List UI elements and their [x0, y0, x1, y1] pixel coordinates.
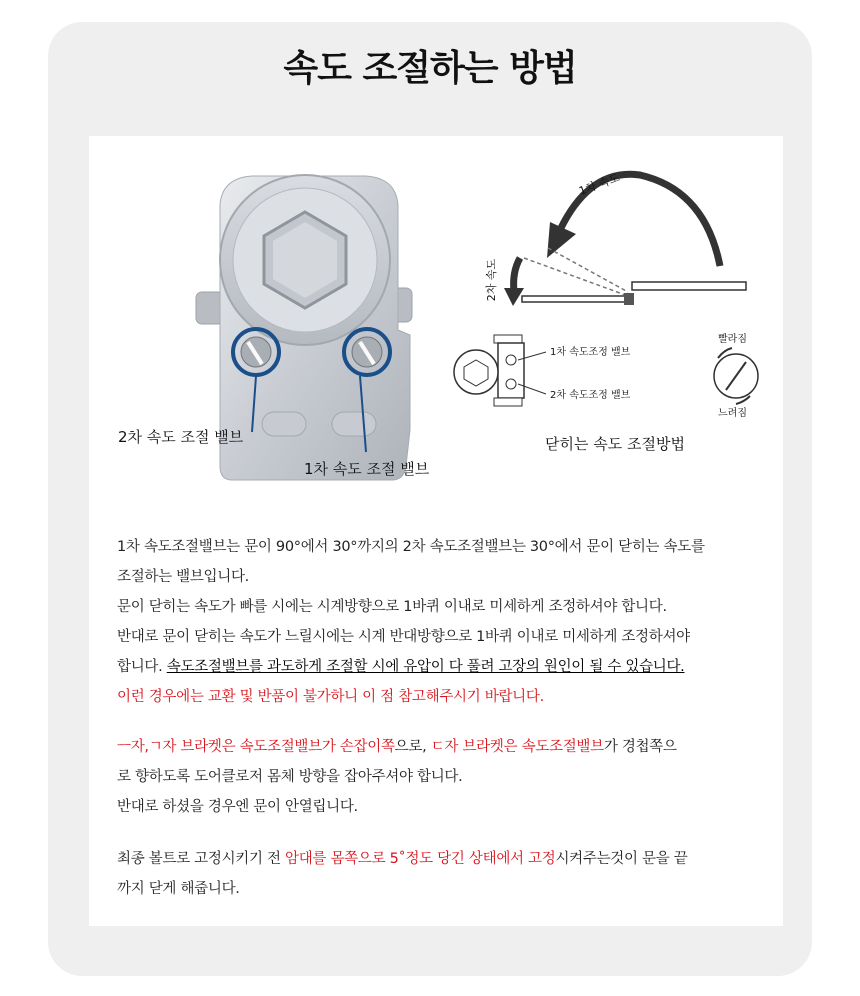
text-line: 조절하는 밸브입니다. [117, 569, 249, 585]
valve-2-label: 2차 속도 조절 밸브 [118, 428, 244, 446]
text-line: 문이 닫히는 속도가 빠를 시에는 시계방향으로 1바퀴 이내로 미세하게 조정하셔야 합니다. [117, 599, 667, 615]
closing-diagram [454, 174, 758, 406]
speed2-label: 2차 속도 [485, 258, 499, 302]
text-span: 가 경첩쪽으 [603, 739, 677, 755]
instruction-paragraph-2 [117, 732, 767, 822]
text-line: 로 향하도록 도어클로저 몸체 방향을 잡아주셔야 합니다. [117, 769, 463, 785]
valve-1-label: 1차 속도 조절 밸브 [304, 460, 430, 478]
text-line: 반대로 문이 닫히는 속도가 느릴시에는 시계 반대방향으로 1바퀴 이내로 미세하게 조정하셔야 [117, 629, 690, 645]
text-line [117, 844, 767, 874]
slower-label: 느려짐 [718, 408, 747, 419]
text-line [117, 652, 767, 682]
text-line: 반대로 하셨을 경우엔 문이 안열립니다. [117, 799, 358, 815]
faster-label: 빨라짐 [718, 334, 747, 345]
text-span: 최종 볼트로 고정시키기 전 [117, 851, 286, 867]
method-caption: 닫히는 속도 조절방법 [545, 435, 685, 453]
warning-red: 이런 경우에는 교환 및 반품이 불가하니 이 점 참고해주시기 바랍니다. [117, 689, 544, 705]
valve2-diagram-label: 2차 속도조정 밸브 [550, 390, 631, 401]
speed1-label: 1차 속도 [577, 171, 622, 198]
text-line: 까지 닫게 해줍니다. [117, 881, 240, 897]
text-span: 합니다. [117, 659, 167, 675]
speed2-arrow [514, 258, 520, 292]
instruction-paragraph-1 [117, 532, 767, 712]
page-title: 속도 조절하는 방법 [283, 48, 577, 89]
text-line [117, 732, 767, 762]
instruction-paragraph-3 [117, 844, 767, 904]
text-span: 시켜주는것이 문을 끝 [555, 851, 688, 867]
text-span: 으로, [394, 739, 431, 755]
red-span: ㅡ자,ㄱ자 브라켓은 속도조절밸브가 손잡이쪽 [117, 739, 395, 755]
text-line: 1차 속도조절밸브는 문이 90°에서 30°까지의 2차 속도조절밸브는 30°에서 문이 닫히는 속도를 [117, 539, 705, 555]
warning-underline: 속도조절밸브를 과도하게 조절할 시에 유압이 다 풀려 고장의 원인이 될 수 있습니다. [166, 659, 685, 675]
red-span: 암대를 몸쪽으로 5˚정도 당긴 상태에서 고정 [285, 851, 556, 867]
red-span: ㄷ자 브라켓은 속도조절밸브 [430, 739, 604, 755]
valve1-diagram-label: 1차 속도조정 밸브 [550, 347, 631, 358]
